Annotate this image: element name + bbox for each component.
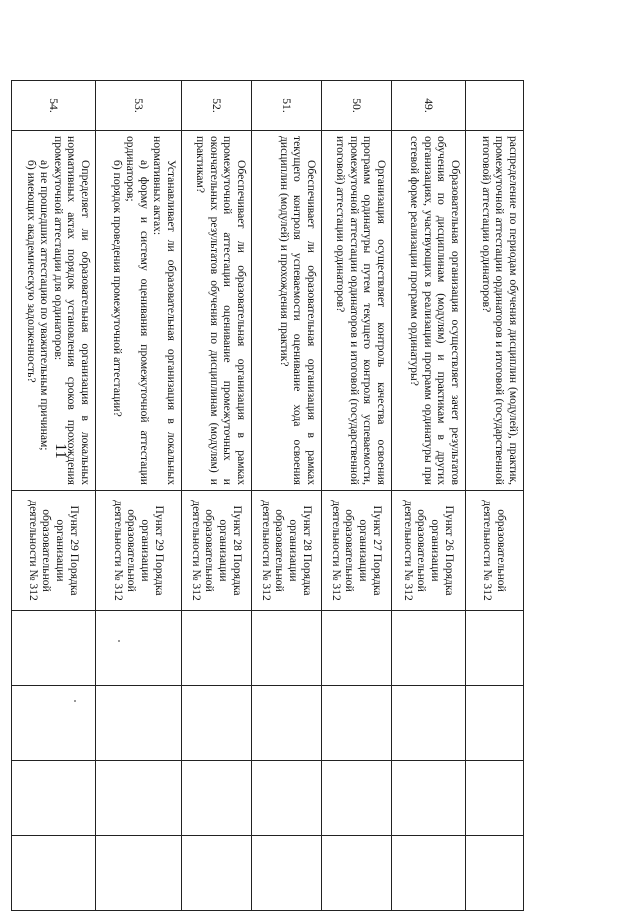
answer-na-cell bbox=[322, 761, 392, 836]
answer-yes-cell bbox=[466, 611, 524, 686]
answer-yes-cell bbox=[252, 611, 322, 686]
question-line: а) не прошедших аттестацию по уважительным причинам; bbox=[38, 160, 52, 451]
answer-no-cell bbox=[252, 686, 322, 761]
checklist-table bbox=[11, 80, 524, 911]
question-cell bbox=[466, 131, 524, 491]
answer-yes-cell bbox=[12, 611, 96, 686]
answer-na-cell bbox=[96, 761, 182, 836]
reference-cell: образовательной деятельности № 312 bbox=[466, 491, 524, 611]
question-line: Определяет ли образовательная организация в локальных нормативных актах порядок установления сроков прохождения промежуточной аттестации для ординаторов: bbox=[51, 136, 92, 485]
answer-na-cell bbox=[12, 761, 96, 836]
reference-cell: Пункт 26 Порядка организации образовательной деятельности № 312 bbox=[392, 491, 466, 611]
table-row bbox=[392, 81, 466, 911]
question-line: Обеспечивает ли образовательная организация в рамках текущего контроля успеваемости оценивание хода освоения дисциплин (модулей) и прохождения практик? bbox=[277, 136, 318, 485]
notes-cell bbox=[322, 836, 392, 911]
question-cell bbox=[12, 131, 96, 491]
row-number: 51. bbox=[252, 81, 322, 131]
question-line: распределение по периодам обучения дисциплин (модулей), практик, промежуточной аттестации ординаторов и итоговой (государственной итоговой) аттестации ординаторов? bbox=[479, 136, 520, 485]
row-number: 50. bbox=[322, 81, 392, 131]
answer-no-cell bbox=[466, 686, 524, 761]
table-row bbox=[96, 81, 182, 911]
notes-cell bbox=[392, 836, 466, 911]
answer-no-cell bbox=[392, 686, 466, 761]
table-row bbox=[182, 81, 252, 911]
question-line: Образовательная организация осуществляет зачет результатов обучения по дисциплинам (модулям) и практикам в других организациях, участвующих в реализации программ ординатуры при сетевой форме реализации программ ординатуры? bbox=[408, 136, 462, 485]
question-line: Организация осуществляет контроль качества освоения программ ординатуры путем текущего контроля успеваемости, промежуточной аттестации ординаторов и итоговой (государственной итоговой) аттестации ординаторов? bbox=[334, 136, 388, 485]
answer-no-cell bbox=[12, 686, 96, 761]
answer-yes-cell bbox=[96, 611, 182, 686]
question-line: а) форму и систему оценивания промежуточной аттестации ординаторов; bbox=[124, 136, 151, 485]
reference-cell: Пункт 29 Порядка организации образовательной деятельности № 312 bbox=[12, 491, 96, 611]
question-line: Обеспечивает ли образовательная организация в рамках промежуточной аттестации оценивание промежуточных и окончательных результатов обучения по дисциплинам (модулям) и практикам? bbox=[194, 136, 248, 485]
table-row bbox=[322, 81, 392, 911]
answer-yes-cell bbox=[322, 611, 392, 686]
notes-cell bbox=[96, 836, 182, 911]
question-line: б) имеющих академическую задолженность? bbox=[24, 160, 38, 383]
notes-cell bbox=[252, 836, 322, 911]
reference-cell: Пункт 29 Порядка организации образовательной деятельности № 312 bbox=[96, 491, 182, 611]
reference-cell: Пункт 28 Порядка организации образовательной деятельности № 312 bbox=[252, 491, 322, 611]
table-row bbox=[12, 81, 96, 911]
row-number bbox=[466, 81, 524, 131]
notes-cell bbox=[182, 836, 252, 911]
row-number: 54. bbox=[12, 81, 96, 131]
notes-cell bbox=[466, 836, 524, 911]
notes-cell bbox=[12, 836, 96, 911]
answer-yes-cell bbox=[392, 611, 466, 686]
question-line: Устанавливает ли образовательная организация в локальных нормативных актах: bbox=[151, 136, 178, 485]
answer-na-cell bbox=[466, 761, 524, 836]
page-number: 11 bbox=[52, 443, 69, 459]
answer-na-cell bbox=[182, 761, 252, 836]
question-line: б) порядок проведения промежуточной аттестации? bbox=[110, 160, 124, 417]
question-cell bbox=[252, 131, 322, 491]
answer-na-cell bbox=[252, 761, 322, 836]
table-row bbox=[252, 81, 322, 911]
reference-cell: Пункт 28 Порядка организации образовательной деятельности № 312 bbox=[182, 491, 252, 611]
table-row-continuation bbox=[466, 81, 524, 911]
row-number: 52. bbox=[182, 81, 252, 131]
answer-na-cell bbox=[392, 761, 466, 836]
answer-yes-cell bbox=[182, 611, 252, 686]
answer-no-cell bbox=[322, 686, 392, 761]
row-number: 49. bbox=[392, 81, 466, 131]
question-cell bbox=[96, 131, 182, 491]
row-number: 53. bbox=[96, 81, 182, 131]
question-cell bbox=[392, 131, 466, 491]
answer-no-cell bbox=[96, 686, 182, 761]
question-cell bbox=[182, 131, 252, 491]
question-cell bbox=[322, 131, 392, 491]
answer-no-cell bbox=[182, 686, 252, 761]
reference-cell: Пункт 27 Порядка организации образовательной деятельности № 312 bbox=[322, 491, 392, 611]
